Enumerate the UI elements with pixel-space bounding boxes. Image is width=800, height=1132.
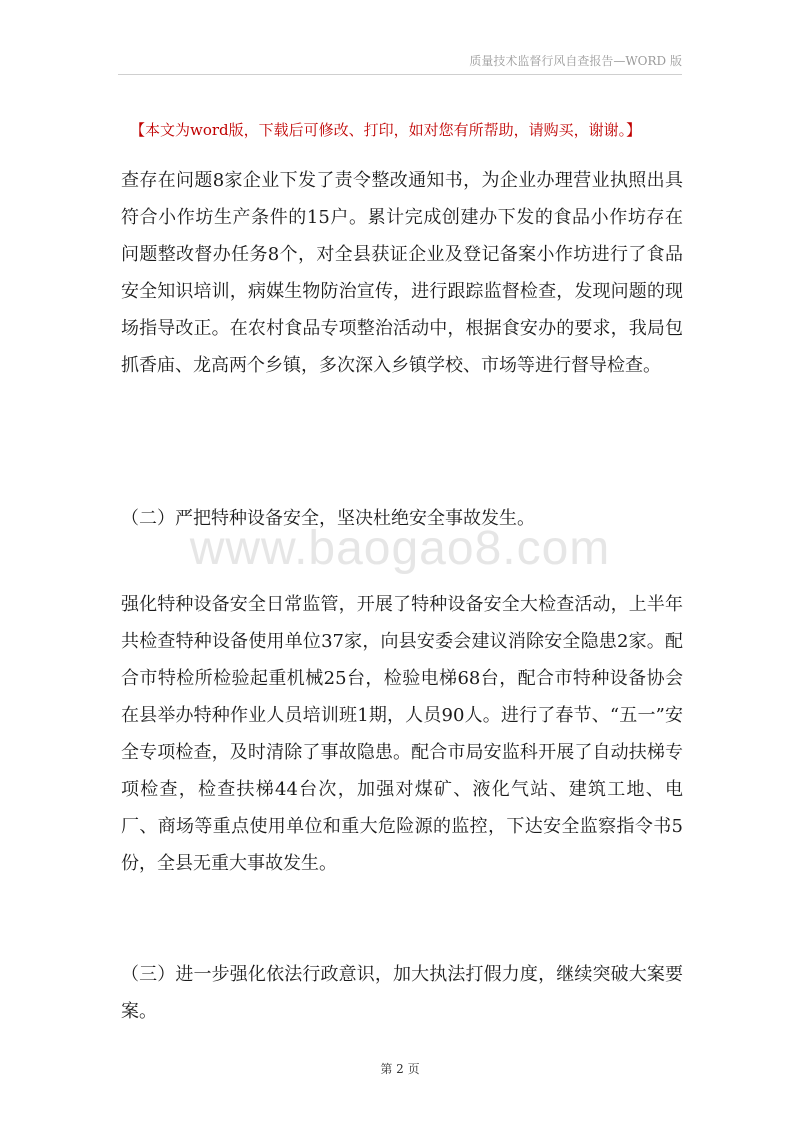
section-heading-special-equipment: （二）严把特种设备安全，坚决杜绝安全事故发生。 [121,508,535,529]
page-number: 第 2 页 [380,1062,420,1076]
section-heading-law-enforcement: （三）进一步强化依法行政意识，加大执法打假力度，继续突破大案要案。 [121,964,683,1022]
header-divider [118,74,682,75]
header-title: 质量技术监督行风自查报告—WORD 版 [469,54,682,68]
watermark: www.baogao8.com [189,522,611,575]
paragraph-food-safety: 查存在问题8家企业下发了责令整改通知书，为企业办理营业执照出具符合小作坊生产条件的15户。累计完成创建办下发的食品小作坊存在问题整改督办任务8个，对全县获证企业及登记备案小作坊进行了食品安全知识培训，病媒生物防治宣传，进行跟踪监督检查，发现问题的现场指导改正。在农村食品专项整治活动中，根据食安办的要求，我局包抓香庙、龙高两个乡镇，多次深入乡镇学校、市场等进行督导检查。 [121,170,683,376]
download-notice: 【本文为word版，下载后可修改、打印，如对您有所帮助，请购买，谢谢。】 [130,121,642,139]
paragraph-special-equipment: 强化特种设备安全日常监管，开展了特种设备安全大检查活动，上半年共检查特种设备使用单位37家，向县安委会建议消除安全隐患2家。配合市特检所检验起重机械25台，检验电梯68台，配合市特种设备协会在县举办特种作业人员培训班1期，人员90人。进行了春节、“五一”安全专项检查，及时清除了事故隐患。配合市局安监科开展了自动扶梯专项检查，检查扶梯44台次，加强对煤矿、液化气站、建筑工地、电厂、商场等重点使用单位和重大危险源的监控，下达安全监察指令书5份，全县无重大事故发生。 [121,594,683,874]
